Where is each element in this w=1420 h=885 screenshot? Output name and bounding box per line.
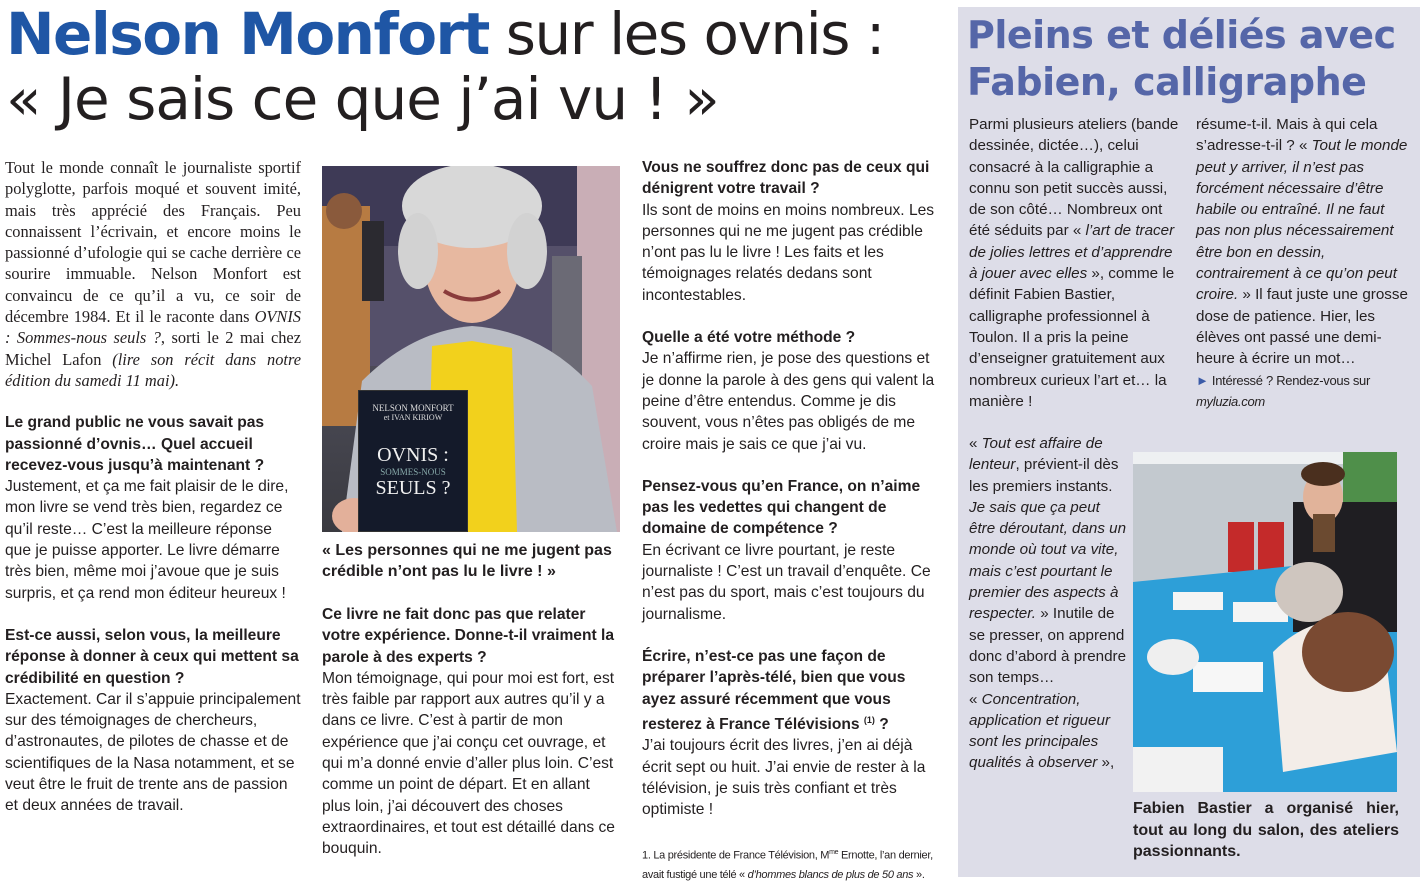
headline-quote: « Je sais ce que j’ai vu ! » xyxy=(6,65,719,133)
triangle-icon: ► xyxy=(1196,372,1209,388)
sidebar-paragraph-2: « Tout est affaire de lenteur, prévient-il dès les premiers instants. Je sais que ça peut être déroutant, dans un monde où tout va vite, mais c’est pourtant le premier des aspects à respecter. » Inutile de se presser, on apprend donc d’abord à prendre son temps… xyxy=(969,435,1127,687)
answer-7: J’ai toujours écrit des livres, j’en ai déjà écrit sept ou huit. J’ai envie de rester à la télévision, je suis très confiant et très optimiste ! xyxy=(642,737,926,819)
question-3: Ce livre ne fait donc pas que relater votre expérience. Donne-t-il vraiment la parole à des experts ? xyxy=(322,606,615,666)
sidebar-title: Pleins et déliés avec Fabien, calligraphe xyxy=(967,13,1396,104)
article-column-1 xyxy=(5,157,301,817)
sidebar-paragraph-1: Parmi plusieurs ateliers (bande dessinée, dictée…), celui consacré à la calligraphie a connu son petit succès aussi, de son côté… Nombreux ont été séduits par « l’art de tracer de jolies lettres et d’apprendre à jouer avec elles », comme le définit Fabien Bastier, calligraphe professionnel à Toulon. Il a pris la peine d’enseigner gratuitement aux nombreux curieux l’art et… la manière ! xyxy=(969,116,1179,410)
sidebar-info: ► Intéressé ? Rendez-vous sur myluzia.com xyxy=(1196,372,1370,409)
question-4: Vous ne souffrez donc pas de ceux qui dénigrent votre travail ? xyxy=(642,159,930,198)
sidebar-paragraph-4: résume-t-il. Mais à qui cela s’adresse-t-il ? « Tout le monde peut y arriver, il n’est pas forcément nécessaire d’être habile ou entraîné. Il ne faut pas non plus nécessairement être bon en dessin, contrairement à ce qu’on peut croire. » Il faut juste une grosse dose de patience. Hier, les élèves ont passé une demi-heure à écrire un mot… xyxy=(1196,116,1408,368)
answer-4: Ils sont de moins en moins nombreux. Les personnes qui ne me jugent pas crédible n’ont pas lu le livre ! Les faits et les témoignages relatés dedans sont incontestables. xyxy=(642,201,935,304)
website-link[interactable]: myluzia.com xyxy=(1196,393,1265,409)
question-7: Écrire, n’est-ce pas une façon de préparer l’après-télé, bien que vous ayez assuré récemment que vous resterez à France Télévisions $^{(1)}$ ? xyxy=(642,647,906,734)
answer-2: Exactement. Car il s’appuie principalement sur des témoignages de chercheurs, d’astronautes, de pilotes de chasse et de scientifiques de la Nasa notamment, et se veut être le fruit de trente ans de passion et deux années de travail. xyxy=(5,690,301,815)
question-2: Est-ce aussi, selon vous, la meilleure réponse à donner à ceux qui mettent sa crédibilité en question ? xyxy=(5,626,299,687)
answer-6: En écrivant ce livre pourtant, je reste journaliste ! C’est un travail d’enquête. Ce n’est pas du sport, mais c’est toujours du journalisme. xyxy=(642,541,931,623)
headline-name: Nelson Monfort xyxy=(6,0,489,68)
question-6: Pensez-vous qu’en France, on n’aime pas les vedettes qui changent de domaine de compétence ? xyxy=(642,477,921,538)
nelson-monfort-photo xyxy=(322,166,620,532)
answer-3: Mon témoignage, qui pour moi est fort, est très faible par rapport aux autres qu’il y a dans ce livre. C’est à partir de mon expérience que j’ai conçu cet ouvrage, et qui m’a donné envie d’aller plus loin. C’est comme un point de départ. Et en allant plus loin, j’ai découvert des choses extraordinaires, et tout est détaillé dans ce bouquin. xyxy=(322,669,615,858)
photo-caption-1: « Les personnes qui ne me jugent pas crédible n’ont pas lu le livre ! » xyxy=(322,542,612,580)
article-intro: Tout le monde connaît le journaliste sportif polyglotte, parfois moqué et souvent imité, mais très apprécié des Français. Peu connaissent l’écrivain, et encore moins le passionné d’ufologie qui se cache derrière ce sourire immuable. Nelson Monfort est convaincu de ce qu’il a vu, ce soir de décembre 1984. Et il le raconte dans OVNIS : Sommes-nous seuls ?, sorti le 2 mai chez Michel Lafon (lire son récit dans notre édition du samedi 11 mai). xyxy=(5,158,301,390)
answer-5: Je n’affirme rien, je pose des questions et je donne la parole à des gens qui valent la peine d’être entendus. Comme je dis souvent, vous n’êtes pas obligés de me croire mais je sais ce que j’ai vu. xyxy=(642,350,935,453)
book-cover: NELSON MONFORT et IVAN KIRIOW OVNIS : SOMMES-NOUS SEULS ? xyxy=(358,390,468,532)
sidebar-column-1b xyxy=(969,433,1129,774)
article-column-2 xyxy=(322,604,622,860)
answer-1: Justement, et ça me fait plaisir de le dire, mon livre se vend très bien, regardez ce qu’il reste… C’est la meilleure réponse que je puisse apporter. Le livre démarre très bien, même moi j’avoue que je suis surpris, et ça rend mon éditeur heureux ! xyxy=(5,478,289,602)
footnote: 1. La présidente de France Télévision, $M^{me}$ Ernotte, l’an dernier, avait fustigé une télé « d’hommes blancs de plus de 50 ans ». xyxy=(642,849,933,881)
photo-caption-2: Fabien Bastier a organisé hier, tout au long du salon, des ateliers passionnants. xyxy=(1133,800,1399,860)
article-column-3 xyxy=(642,157,940,821)
question-5: Quelle a été votre méthode ? xyxy=(642,329,856,347)
sidebar-column-2 xyxy=(1196,114,1408,412)
headline xyxy=(6,2,951,132)
headline-rest: sur les ovnis : xyxy=(488,0,884,68)
sidebar-paragraph-3: « Concentration, application et rigueur sont les principales qualités à observer », xyxy=(969,690,1115,772)
sidebar-column-1 xyxy=(969,114,1179,412)
question-1: Le grand public ne vous savait pas passionné d’ovnis… Quel accueil recevez-vous jusqu’à maintenant ? xyxy=(5,414,265,474)
calligraphy-workshop-photo xyxy=(1133,452,1397,792)
